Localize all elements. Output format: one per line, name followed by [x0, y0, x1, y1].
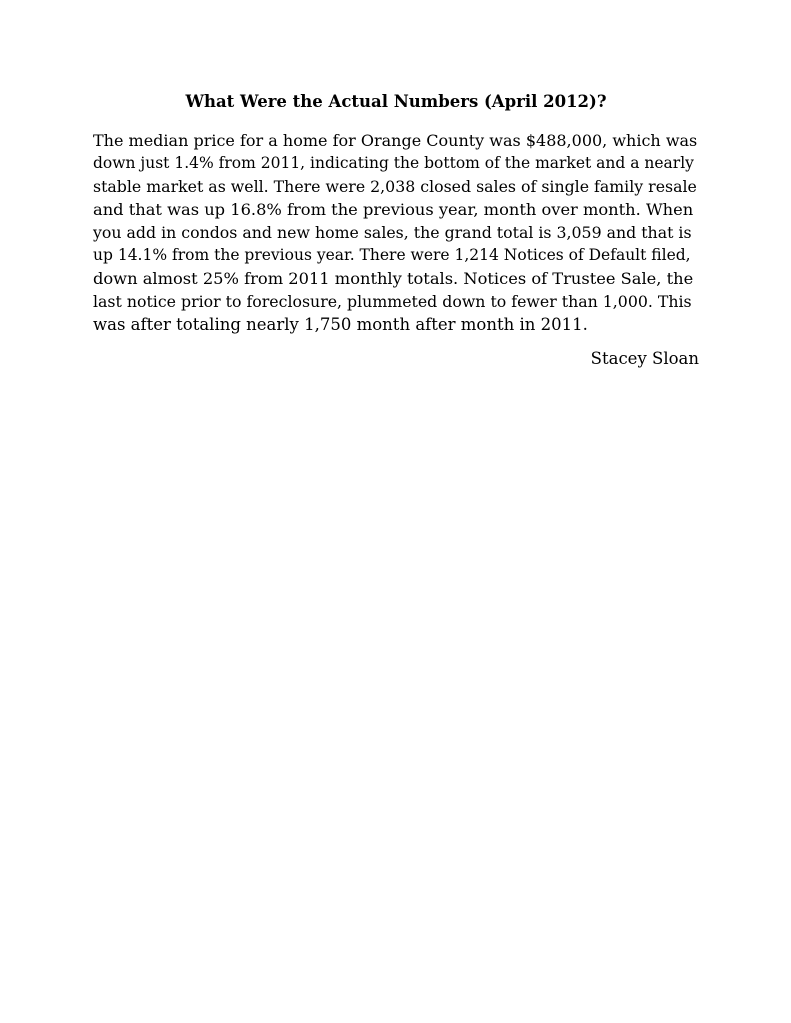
body-line-5: you add in condos and new home sales, the grand total is 3,059 and that is: [93, 223, 692, 242]
body-line-4: and that was up 16.8% from the previous year, month over month. When: [93, 200, 694, 219]
body-line-1: The median price for a home for Orange County was $488,000, which was: [93, 131, 698, 150]
body-line-7: down almost 25% from 2011 monthly totals. Notices of Trustee Sale, the: [93, 269, 694, 288]
document-title: What Were the Actual Numbers (April 2012)?: [185, 92, 607, 111]
document-body: [93, 129, 699, 336]
body-line-9: was after totaling nearly 1,750 month after month in 2011.: [93, 315, 588, 334]
body-line-3: stable market as well. There were 2,038 closed sales of single family resale: [93, 177, 697, 196]
document-page: [93, 88, 699, 371]
author-signature: Stacey Sloan: [590, 349, 699, 368]
body-line-6: up 14.1% from the previous year. There were 1,214 Notices of Default filed,: [93, 246, 691, 264]
body-line-2: down just 1.4% from 2011, indicating the bottom of the market and a nearly: [93, 154, 694, 172]
body-line-8: last notice prior to foreclosure, plummeted down to fewer than 1,000. This: [93, 292, 692, 311]
